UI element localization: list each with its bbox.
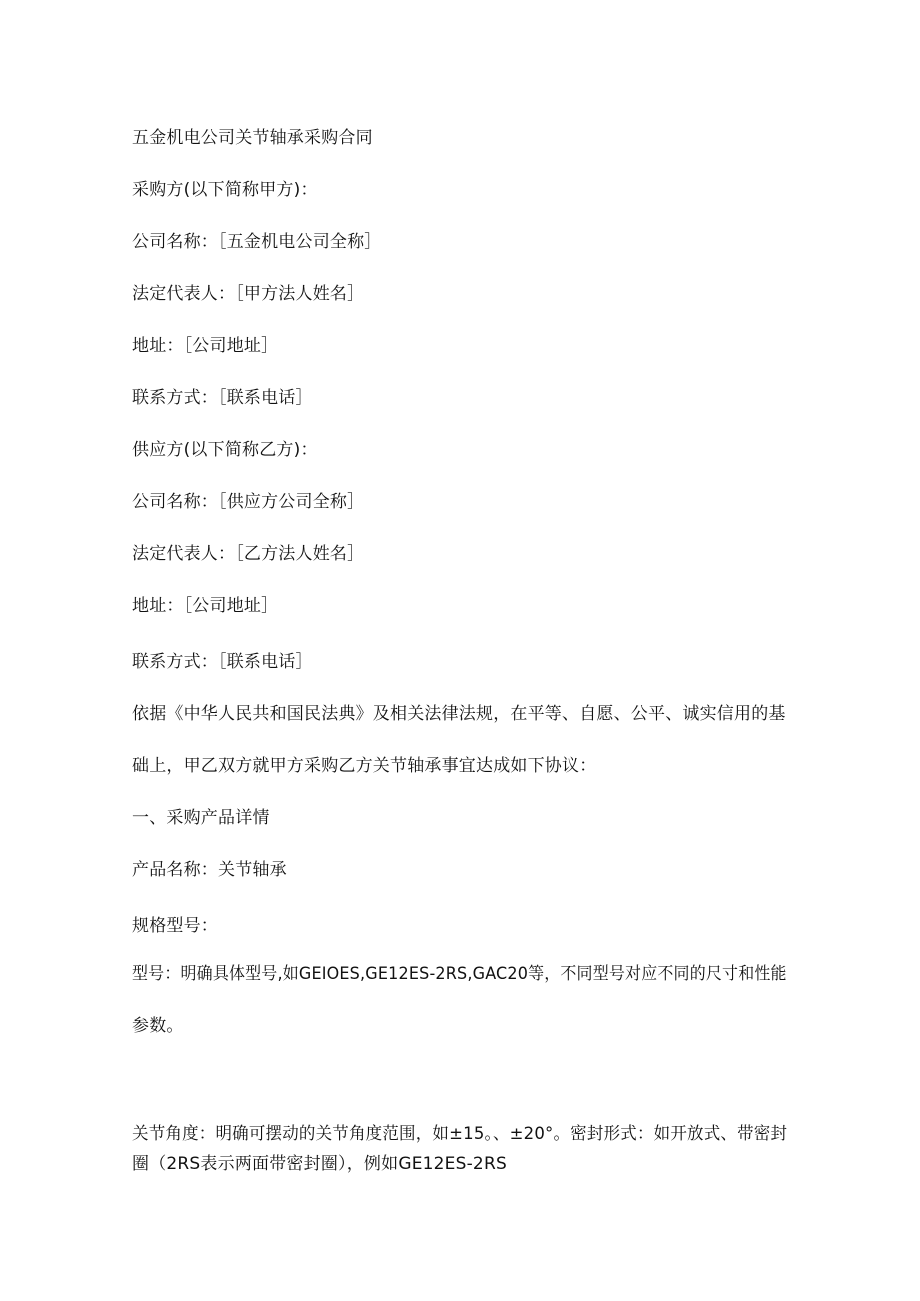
buyer-heading: 采购方(以下简称甲方)：	[132, 180, 318, 200]
buyer-contact: 联系方式：［联系电话］	[132, 388, 313, 408]
seller-contact: 联系方式：［联系电话］	[132, 652, 313, 672]
seller-company-name: 公司名称：［供应方公司全称］	[132, 492, 365, 512]
model-line-1: 型号：明确具体型号,如GEIOES,GE12ES-2RS,GAC20等，不同型号对应不同的尺寸和性能	[132, 964, 787, 984]
angle-seal-line-1: 关节角度：明确可摆动的关节角度范围，如±15。、±20°。密封形式：如开放式、带密封	[132, 1124, 788, 1144]
model-line-2: 参数。	[132, 1016, 184, 1036]
buyer-address: 地址：［公司地址］	[132, 336, 279, 356]
seller-address: 地址：［公司地址］	[132, 596, 279, 616]
seller-heading: 供应方(以下简称乙方)：	[132, 440, 318, 460]
preamble-line-1: 依据《中华人民共和国民法典》及相关法律法规，在平等、自愿、公平、诚实信用的基	[132, 704, 786, 724]
preamble-line-2: 础上，甲乙双方就甲方采购乙方关节轴承事宜达成如下协议：	[132, 756, 597, 776]
spec-heading: 规格型号：	[132, 916, 218, 936]
buyer-company-name: 公司名称：［五金机电公司全称］	[132, 232, 382, 252]
section-1-heading: 一、采购产品详情	[132, 808, 270, 828]
seller-legal-representative: 法定代表人：［乙方法人姓名］	[132, 544, 365, 564]
angle-seal-line-2: 圈（2RS表示两面带密封圈），例如GE12ES-2RS	[132, 1154, 507, 1174]
document-title: 五金机电公司关节轴承采购合同	[132, 128, 373, 148]
product-name: 产品名称：关节轴承	[132, 860, 287, 880]
buyer-legal-representative: 法定代表人：［甲方法人姓名］	[132, 284, 365, 304]
